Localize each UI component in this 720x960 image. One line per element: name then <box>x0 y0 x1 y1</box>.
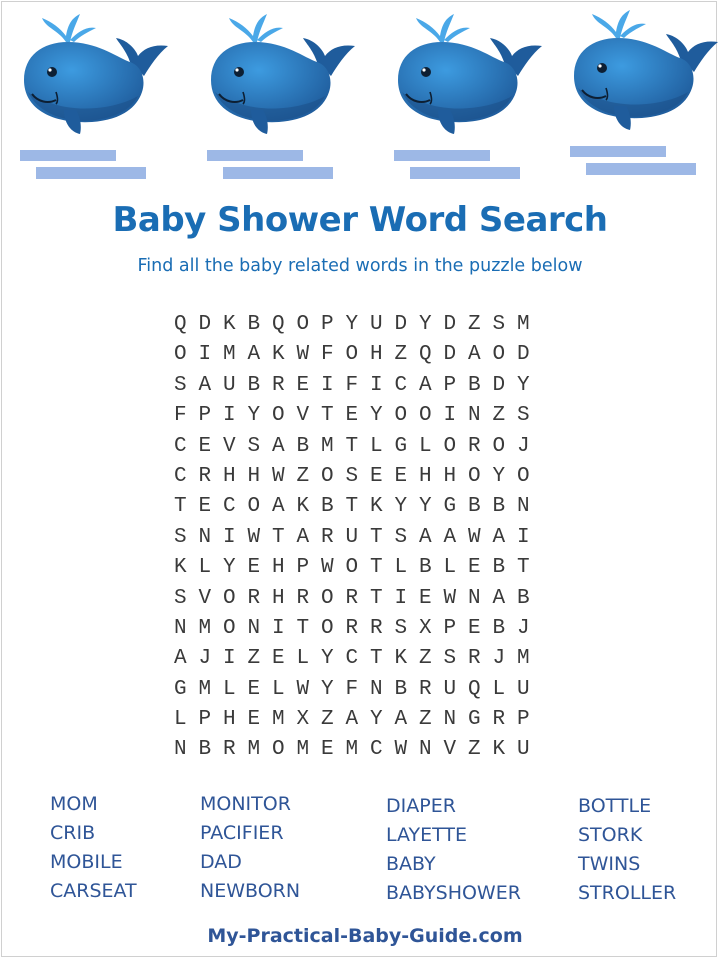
grid-letter: P <box>516 708 530 732</box>
grid-letter: W <box>247 525 261 549</box>
word-list-item: DIAPER <box>386 795 456 817</box>
grid-letter: D <box>443 343 457 367</box>
grid-letter: B <box>320 495 334 519</box>
grid-letter: A <box>492 586 506 610</box>
grid-letter: V <box>443 738 457 762</box>
grid-row <box>168 492 536 522</box>
grid-letter: P <box>198 708 212 732</box>
grid-letter: Y <box>320 677 334 701</box>
grid-letter: B <box>418 556 432 580</box>
grid-letter: R <box>247 586 261 610</box>
grid-letter: P <box>198 404 212 428</box>
grid-row <box>168 705 536 735</box>
grid-row <box>168 553 536 583</box>
grid-letter: M <box>320 434 334 458</box>
grid-letter: E <box>345 404 359 428</box>
grid-letter: B <box>247 313 261 336</box>
grid-letter: D <box>443 313 457 336</box>
grid-letter: U <box>345 525 359 549</box>
grid-letter: N <box>516 495 530 519</box>
grid-letter: J <box>198 647 212 671</box>
whale-icon <box>205 10 360 190</box>
grid-letter: A <box>173 647 187 671</box>
grid-letter: M <box>516 313 530 336</box>
grid-letter: B <box>394 677 408 701</box>
grid-letter: L <box>418 434 432 458</box>
grid-letter: T <box>271 525 285 549</box>
grid-letter: C <box>369 738 383 762</box>
grid-letter: I <box>516 525 530 549</box>
grid-letter: C <box>222 495 236 519</box>
grid-letter: A <box>467 343 481 367</box>
footer-site: My-Practical-Baby-Guide.com <box>207 925 523 947</box>
grid-row <box>168 675 536 705</box>
grid-letter: A <box>418 525 432 549</box>
grid-letter: M <box>222 343 236 367</box>
grid-letter: O <box>320 464 334 488</box>
grid-letter: N <box>467 404 481 428</box>
whale-icon <box>568 6 720 186</box>
grid-letter: C <box>173 464 187 488</box>
word-list-item: MOBILE <box>50 851 123 873</box>
grid-letter: K <box>296 495 310 519</box>
grid-letter: N <box>173 616 187 640</box>
grid-row <box>168 432 536 462</box>
grid-letter: O <box>222 586 236 610</box>
grid-letter: U <box>222 373 236 397</box>
grid-letter: H <box>271 556 285 580</box>
grid-letter: W <box>467 525 481 549</box>
grid-letter: T <box>369 525 383 549</box>
grid-letter: M <box>198 677 212 701</box>
grid-letter: L <box>492 677 506 701</box>
grid-letter: Y <box>418 313 432 336</box>
grid-letter: E <box>198 434 212 458</box>
grid-letter: Z <box>467 738 481 762</box>
grid-letter: I <box>222 525 236 549</box>
grid-letter: P <box>296 556 310 580</box>
word-list-item: BABYSHOWER <box>386 882 521 904</box>
grid-row <box>168 371 536 401</box>
grid-letter: R <box>492 708 506 732</box>
grid-letter: H <box>443 464 457 488</box>
word-list-item: TWINS <box>578 853 641 875</box>
grid-letter: Y <box>418 495 432 519</box>
grid-letter: B <box>492 616 506 640</box>
grid-letter: W <box>320 556 334 580</box>
grid-letter: O <box>345 556 359 580</box>
grid-letter: Y <box>394 495 408 519</box>
grid-letter: A <box>394 708 408 732</box>
grid-letter: A <box>198 373 212 397</box>
grid-letter: S <box>394 616 408 640</box>
grid-letter: S <box>492 313 506 336</box>
grid-letter: Y <box>345 313 359 336</box>
grid-letter: R <box>296 586 310 610</box>
grid-letter: J <box>516 616 530 640</box>
grid-letter: M <box>345 738 359 762</box>
grid-letter: N <box>443 708 457 732</box>
grid-letter: R <box>418 677 432 701</box>
grid-letter: A <box>492 525 506 549</box>
grid-letter: L <box>369 434 383 458</box>
grid-letter: K <box>222 313 236 336</box>
grid-row <box>168 310 536 340</box>
grid-letter: N <box>369 677 383 701</box>
grid-letter: T <box>345 434 359 458</box>
grid-letter: F <box>345 677 359 701</box>
grid-letter: R <box>320 525 334 549</box>
grid-letter: O <box>271 738 285 762</box>
grid-letter: T <box>516 556 530 580</box>
grid-letter: A <box>443 525 457 549</box>
grid-letter: Y <box>492 464 506 488</box>
grid-letter: P <box>443 373 457 397</box>
grid-letter: M <box>198 616 212 640</box>
grid-letter: C <box>394 373 408 397</box>
grid-letter: U <box>369 313 383 336</box>
grid-letter: M <box>271 708 285 732</box>
grid-letter: Z <box>296 464 310 488</box>
grid-letter: N <box>418 738 432 762</box>
grid-letter: Y <box>222 556 236 580</box>
grid-letter: R <box>222 738 236 762</box>
grid-letter: O <box>222 616 236 640</box>
grid-letter: I <box>320 373 334 397</box>
grid-letter: E <box>247 708 261 732</box>
wave-icon <box>394 150 520 179</box>
grid-letter: A <box>418 373 432 397</box>
grid-letter: K <box>173 556 187 580</box>
grid-letter: S <box>173 586 187 610</box>
grid-letter: G <box>467 708 481 732</box>
grid-letter: I <box>222 404 236 428</box>
grid-letter: N <box>173 738 187 762</box>
word-list-item: BOTTLE <box>578 795 652 817</box>
word-column <box>50 790 137 906</box>
grid-letter: C <box>173 434 187 458</box>
grid-letter: L <box>443 556 457 580</box>
grid-row <box>168 340 536 370</box>
grid-letter: S <box>516 404 530 428</box>
grid-letter: B <box>492 495 506 519</box>
grid-letter: V <box>296 404 310 428</box>
grid-letter: S <box>173 525 187 549</box>
grid-letter: L <box>296 647 310 671</box>
grid-letter: R <box>271 373 285 397</box>
grid-letter: Z <box>418 708 432 732</box>
grid-letter: E <box>247 677 261 701</box>
wave-icon <box>207 150 333 179</box>
word-list-item: CARSEAT <box>50 880 137 902</box>
wave-icon <box>20 150 146 179</box>
grid-letter: Z <box>418 647 432 671</box>
grid-letter: Y <box>516 373 530 397</box>
grid-letter: O <box>394 404 408 428</box>
grid-letter: A <box>247 343 261 367</box>
grid-letter: E <box>369 464 383 488</box>
grid-letter: C <box>345 647 359 671</box>
grid-letter: R <box>369 616 383 640</box>
word-list-item: CRIB <box>50 822 96 844</box>
grid-letter: X <box>296 708 310 732</box>
grid-letter: S <box>345 464 359 488</box>
grid-letter: G <box>394 434 408 458</box>
grid-letter: X <box>418 616 432 640</box>
grid-letter: J <box>492 647 506 671</box>
word-column <box>578 792 676 908</box>
word-search-grid <box>168 310 536 766</box>
grid-letter: U <box>443 677 457 701</box>
grid-letter: T <box>320 404 334 428</box>
grid-letter: E <box>467 616 481 640</box>
grid-letter: B <box>467 495 481 519</box>
word-list-item: LAYETTE <box>386 824 468 846</box>
grid-letter: H <box>271 586 285 610</box>
grid-letter: H <box>222 708 236 732</box>
grid-letter: A <box>296 525 310 549</box>
grid-letter: M <box>516 647 530 671</box>
grid-letter: Q <box>271 313 285 336</box>
grid-letter: S <box>443 647 457 671</box>
grid-letter: Z <box>320 708 334 732</box>
grid-letter: O <box>418 404 432 428</box>
grid-letter: B <box>467 373 481 397</box>
whale-icon <box>18 10 173 190</box>
grid-letter: L <box>198 556 212 580</box>
grid-letter: O <box>320 616 334 640</box>
grid-letter: L <box>173 708 187 732</box>
grid-letter: T <box>173 495 187 519</box>
grid-letter: Y <box>369 708 383 732</box>
whale-icon <box>392 10 547 190</box>
word-list-item: BABY <box>386 853 436 875</box>
wave-icon <box>570 146 696 175</box>
grid-letter: J <box>516 434 530 458</box>
grid-letter: P <box>443 616 457 640</box>
grid-letter: T <box>345 495 359 519</box>
grid-letter: K <box>271 343 285 367</box>
page-subtitle: Find all the baby related words in the puzzle below <box>137 256 583 276</box>
grid-letter: O <box>271 404 285 428</box>
grid-letter: N <box>198 525 212 549</box>
grid-letter: O <box>467 464 481 488</box>
word-column <box>200 790 300 906</box>
grid-letter: D <box>198 313 212 336</box>
grid-letter: L <box>271 677 285 701</box>
grid-letter: U <box>516 677 530 701</box>
grid-letter: D <box>516 343 530 367</box>
grid-letter: Z <box>247 647 261 671</box>
grid-row <box>168 735 536 765</box>
word-list-item: MONITOR <box>200 793 291 815</box>
grid-letter: R <box>467 647 481 671</box>
grid-letter: U <box>516 738 530 762</box>
grid-letter: L <box>222 677 236 701</box>
grid-letter: O <box>247 495 261 519</box>
grid-letter: E <box>467 556 481 580</box>
grid-letter: Y <box>320 647 334 671</box>
grid-letter: O <box>296 313 310 336</box>
grid-letter: V <box>222 434 236 458</box>
word-list-item: STROLLER <box>578 882 677 904</box>
grid-letter: Z <box>394 343 408 367</box>
grid-letter: M <box>247 738 261 762</box>
grid-letter: K <box>492 738 506 762</box>
grid-letter: G <box>443 495 457 519</box>
grid-letter: I <box>443 404 457 428</box>
grid-letter: B <box>492 556 506 580</box>
grid-letter: O <box>320 586 334 610</box>
grid-letter: P <box>320 313 334 336</box>
grid-letter: I <box>198 343 212 367</box>
grid-letter: A <box>345 708 359 732</box>
grid-letter: M <box>296 738 310 762</box>
grid-letter: O <box>443 434 457 458</box>
grid-letter: F <box>173 404 187 428</box>
grid-letter: H <box>418 464 432 488</box>
grid-letter: F <box>320 343 334 367</box>
grid-row <box>168 644 536 674</box>
grid-letter: Q <box>418 343 432 367</box>
grid-letter: O <box>492 434 506 458</box>
grid-letter: R <box>198 464 212 488</box>
grid-letter: B <box>296 434 310 458</box>
grid-letter: H <box>222 464 236 488</box>
word-list-item: PACIFIER <box>200 822 284 844</box>
grid-letter: F <box>345 373 359 397</box>
grid-letter: E <box>320 738 334 762</box>
grid-letter: D <box>492 373 506 397</box>
grid-letter: Y <box>247 404 261 428</box>
grid-letter: Y <box>369 404 383 428</box>
word-list-item: STORK <box>578 824 643 846</box>
grid-letter: I <box>394 586 408 610</box>
word-list-item: NEWBORN <box>200 880 301 902</box>
grid-letter: B <box>516 586 530 610</box>
grid-letter: R <box>345 616 359 640</box>
grid-letter: W <box>296 677 310 701</box>
grid-row <box>168 614 536 644</box>
grid-letter: O <box>345 343 359 367</box>
grid-letter: R <box>345 586 359 610</box>
grid-letter: D <box>394 313 408 336</box>
grid-letter: E <box>418 586 432 610</box>
grid-letter: T <box>369 556 383 580</box>
grid-letter: O <box>492 343 506 367</box>
grid-letter: T <box>369 647 383 671</box>
grid-row <box>168 523 536 553</box>
grid-letter: H <box>247 464 261 488</box>
grid-letter: G <box>173 677 187 701</box>
page-title: Baby Shower Word Search <box>112 200 608 240</box>
grid-letter: W <box>271 464 285 488</box>
grid-letter: E <box>394 464 408 488</box>
grid-letter: Q <box>173 313 187 336</box>
grid-letter: I <box>369 373 383 397</box>
grid-letter: T <box>369 586 383 610</box>
grid-letter: B <box>247 373 261 397</box>
grid-letter: K <box>394 647 408 671</box>
grid-letter: V <box>198 586 212 610</box>
word-list-item: MOM <box>50 793 98 815</box>
grid-letter: A <box>271 495 285 519</box>
grid-letter: B <box>198 738 212 762</box>
grid-letter: Z <box>492 404 506 428</box>
grid-letter: E <box>296 373 310 397</box>
grid-letter: N <box>467 586 481 610</box>
grid-letter: S <box>394 525 408 549</box>
grid-row <box>168 462 536 492</box>
grid-letter: K <box>369 495 383 519</box>
grid-letter: I <box>271 616 285 640</box>
word-list-item: DAD <box>200 851 242 873</box>
grid-letter: S <box>247 434 261 458</box>
grid-letter: A <box>271 434 285 458</box>
grid-letter: H <box>369 343 383 367</box>
grid-letter: E <box>271 647 285 671</box>
grid-letter: W <box>296 343 310 367</box>
grid-letter: S <box>173 373 187 397</box>
grid-letter: E <box>247 556 261 580</box>
grid-letter: Q <box>467 677 481 701</box>
grid-letter: O <box>516 464 530 488</box>
grid-letter: O <box>173 343 187 367</box>
word-column <box>386 792 521 908</box>
grid-letter: N <box>247 616 261 640</box>
grid-letter: Z <box>467 313 481 336</box>
grid-letter: E <box>198 495 212 519</box>
grid-letter: R <box>467 434 481 458</box>
grid-letter: T <box>296 616 310 640</box>
grid-letter: I <box>222 647 236 671</box>
grid-letter: W <box>443 586 457 610</box>
grid-letter: W <box>394 738 408 762</box>
grid-row <box>168 584 536 614</box>
grid-letter: L <box>394 556 408 580</box>
grid-row <box>168 401 536 431</box>
